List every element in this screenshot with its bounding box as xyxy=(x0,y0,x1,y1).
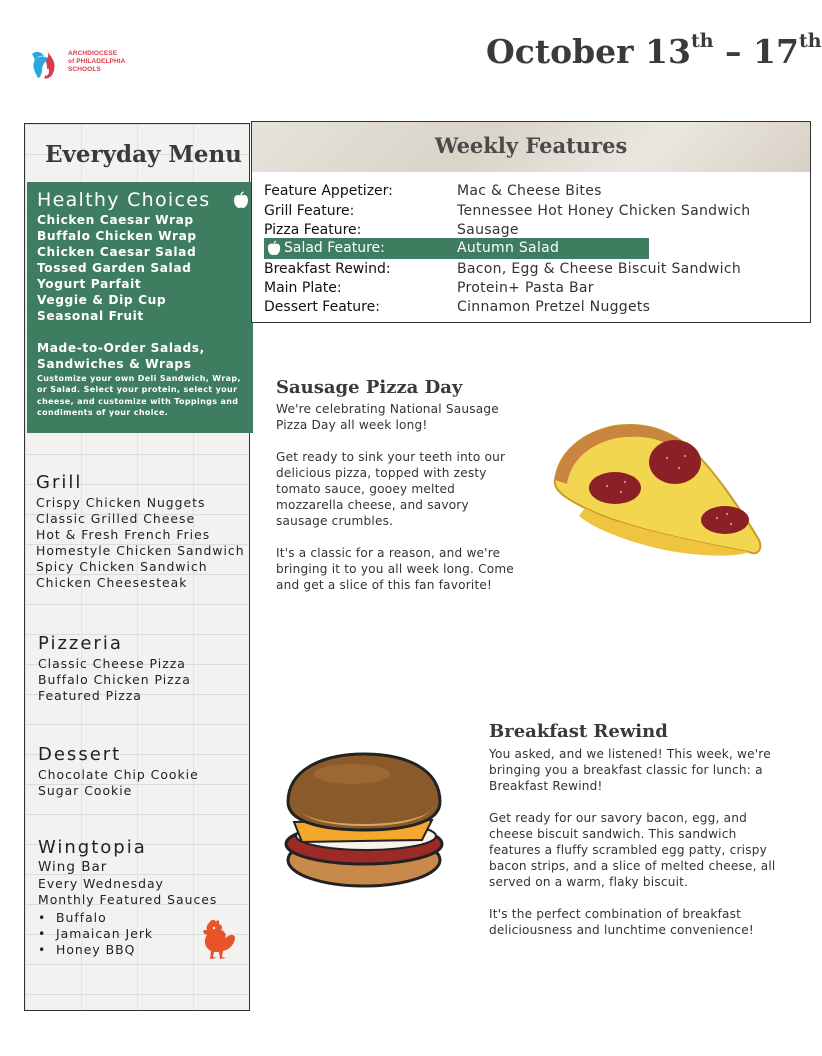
feature-row xyxy=(264,279,649,298)
healthy-choices-title: Healthy Choices xyxy=(37,189,211,211)
feature-label: Pizza Feature: xyxy=(264,222,362,238)
breakfast-article-body: You asked, and we listened! This week, we're bringing you a breakfast classic for lunch: a Breakfast Rewind! Get ready for our savory bacon, egg, and cheese biscuit sandwich. This sandwich features a fluffy scrambled egg patty, crispy bacon strips, and a slice of melted cheese, all served on a warm, flaky biscuit. It's the perfect combination of breakfast deliciousness and lunchtime convenience! xyxy=(489,747,776,937)
list-item: Featured Pizza xyxy=(38,687,142,703)
page-title: October 13th – 17th xyxy=(486,30,822,71)
wingtopia-title: Wingtopia xyxy=(38,837,147,858)
everyday-menu-panel xyxy=(24,123,250,1011)
list-item: Homestyle Chicken Sandwich xyxy=(36,542,245,558)
weekly-features-panel xyxy=(251,121,811,323)
list-item: Sugar Cookie xyxy=(38,782,133,798)
feature-label: Breakfast Rewind: xyxy=(264,261,391,277)
list-item: Crispy Chicken Nuggets xyxy=(36,495,206,510)
list-item: • Jamaican Jerk xyxy=(38,926,153,942)
feature-label: Feature Appetizer: xyxy=(264,183,393,199)
feature-value: Cinnamon Pretzel Nuggets xyxy=(457,299,651,315)
list-item: Chicken Caesar Wrap xyxy=(37,213,194,227)
weekly-features-header xyxy=(252,122,810,172)
apple-icon xyxy=(267,240,281,256)
list-item: • Honey BBQ xyxy=(38,942,153,958)
list-item: Buffalo Chicken Wrap xyxy=(37,229,197,243)
feature-label: Grill Feature: xyxy=(264,203,355,219)
everyday-menu-title: Everyday Menu xyxy=(45,141,242,168)
list-item: Hot & Fresh French Fries xyxy=(36,526,211,542)
feature-value: Sausage xyxy=(457,222,519,238)
feature-value: Mac & Cheese Bites xyxy=(457,183,602,199)
wing-bar-subtitle: Wing Bar xyxy=(38,859,108,875)
feature-label: Dessert Feature: xyxy=(264,299,380,315)
rooster-icon xyxy=(195,917,237,961)
breakfast-sandwich-image xyxy=(282,750,448,890)
feature-value: Autumn Salad xyxy=(457,240,560,256)
feature-row xyxy=(264,260,742,279)
dessert-list xyxy=(38,767,199,799)
logo-text: ARCHDIOCESE of PHILADELPHIA SCHOOLS xyxy=(68,50,126,73)
list-item: Spicy Chicken Sandwich xyxy=(36,558,208,574)
list-item: Chicken Cheesesteak xyxy=(36,574,188,590)
list-item: Classic Cheese Pizza xyxy=(38,656,186,671)
feature-value: Tennessee Hot Honey Chicken Sandwich xyxy=(457,203,751,219)
archdiocese-logo xyxy=(26,42,146,86)
pizza-slice-image xyxy=(545,410,771,560)
feature-value: Bacon, Egg & Cheese Biscuit Sandwich xyxy=(457,261,742,277)
feature-row xyxy=(264,202,751,221)
logo-flame-icon xyxy=(26,44,66,84)
made-to-order-title: Made-to-Order Salads, Sandwiches & Wraps xyxy=(37,341,205,371)
feature-label: Main Plate: xyxy=(264,280,342,296)
list-item: Veggie & Dip Cup xyxy=(37,293,167,307)
pizza-article-title: Sausage Pizza Day xyxy=(276,377,463,398)
list-item: Classic Grilled Cheese xyxy=(36,510,196,526)
wing-schedule: Every Wednesday xyxy=(38,875,164,891)
weekly-features-title: Weekly Features xyxy=(434,133,628,158)
list-item: Seasonal Fruit xyxy=(37,309,144,323)
pizzeria-title: Pizzeria xyxy=(38,633,123,654)
feature-label: Salad Feature: xyxy=(284,240,385,256)
list-item: Tossed Garden Salad xyxy=(37,261,192,275)
pizza-article-body: We're celebrating National Sausage Pizza Day all week long! Get ready to sink your teeth into our delicious pizza, topped with zesty tomato sauce, gooey melted mozzarella cheese, and savory sausage crumbles. It's a classic for a reason, and we're bringing it to you all week long. Come and get a slice of this fan favorite! xyxy=(276,402,514,592)
list-item: Buffalo Chicken Pizza xyxy=(38,671,191,687)
dessert-title: Dessert xyxy=(38,744,122,765)
grill-title: Grill xyxy=(36,472,83,493)
feature-value: Protein+ Pasta Bar xyxy=(457,280,594,296)
wingtopia-info xyxy=(38,860,217,908)
pizzeria-list xyxy=(38,656,191,704)
made-to-order-description: Customize your own Deli Sandwich, Wrap, or Salad. Select your protein, select your cheese, and customize with Toppings and condiments of your choice. xyxy=(37,374,241,417)
list-item: • Buffalo xyxy=(38,910,153,926)
feature-row-highlighted xyxy=(264,238,649,259)
list-item: Chicken Caesar Salad xyxy=(37,245,197,259)
sauce-list xyxy=(38,910,153,958)
healthy-choices-box xyxy=(27,182,253,433)
grill-list xyxy=(36,495,245,590)
healthy-choices-list xyxy=(37,212,197,324)
list-item: Chocolate Chip Cookie xyxy=(38,767,199,782)
feature-row xyxy=(264,298,649,317)
feature-row xyxy=(264,182,649,201)
list-item: Yogurt Parfait xyxy=(37,277,142,291)
apple-icon xyxy=(233,191,249,209)
wing-sauces-label: Monthly Featured Sauces xyxy=(38,891,218,907)
breakfast-article-title: Breakfast Rewind xyxy=(489,721,668,742)
